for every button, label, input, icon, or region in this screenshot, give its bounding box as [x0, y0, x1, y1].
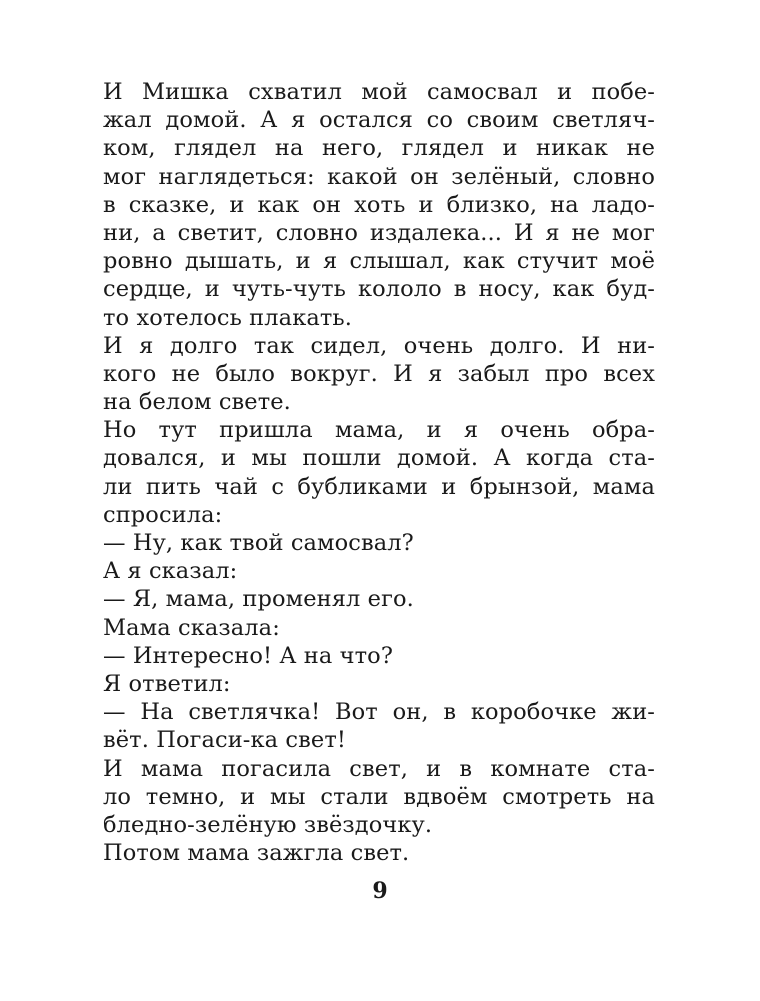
text-line: мог наглядеться: какой он зелёный, словно: [103, 163, 655, 190]
text-line: бледно-зелёную звёздочку.: [103, 811, 433, 838]
page-number: 9: [372, 878, 388, 904]
text-line: И я долго так сидел, очень долго. И ни-: [103, 332, 655, 359]
text-line: Но тут пришла мама, и я очень обра-: [103, 417, 655, 444]
text-line: кого не было вокруг. И я забыл про всех: [103, 360, 655, 387]
text-line: то хотелось плакать.: [103, 304, 353, 331]
text-line: ровно дышать, и я слышал, как стучит моё: [103, 248, 655, 275]
text-line: жал домой. А я остался со своим светляч-: [103, 107, 655, 134]
text-line: Мама сказала:: [103, 614, 280, 641]
text-line: Я ответил:: [103, 670, 231, 697]
text-line: вёт. Погаси-ка свет!: [103, 727, 347, 754]
text-line: И Мишка схватил мой самосвал и побе-: [103, 79, 655, 105]
text-line: на белом свете.: [103, 389, 291, 416]
text-line: ни, а светит, словно издалека... И я не мог: [103, 219, 655, 246]
text-line: А я сказал:: [103, 558, 238, 585]
text-line: довался, и мы пошли домой. А когда ста-: [103, 445, 655, 472]
text-line: — Ну, как твой самосвал?: [103, 530, 414, 556]
text-line: И мама погасила свет, и в комнате ста-: [103, 755, 655, 782]
text-line: — На светлячка! Вот он, в коробочке жи-: [103, 699, 655, 726]
text-line: ли пить чай с бубликами и брынзой, мама: [103, 473, 655, 500]
body-text: [103, 78, 655, 867]
text-line: сердце, и чуть-чуть кололо в носу, как буд-: [103, 276, 655, 303]
text-line: — Я, мама, променял его.: [103, 586, 414, 613]
text-line: Потом мама зажгла свет.: [103, 840, 410, 867]
text-line: ком, глядел на него, глядел и никак не: [103, 135, 655, 162]
text-line: — Интересно! А на что?: [103, 642, 393, 669]
text-line: в сказке, и как он хоть и близко, на ладо-: [103, 191, 655, 218]
text-line: спросила:: [103, 501, 223, 528]
text-line: ло темно, и мы стали вдвоём смотреть на: [103, 783, 655, 810]
